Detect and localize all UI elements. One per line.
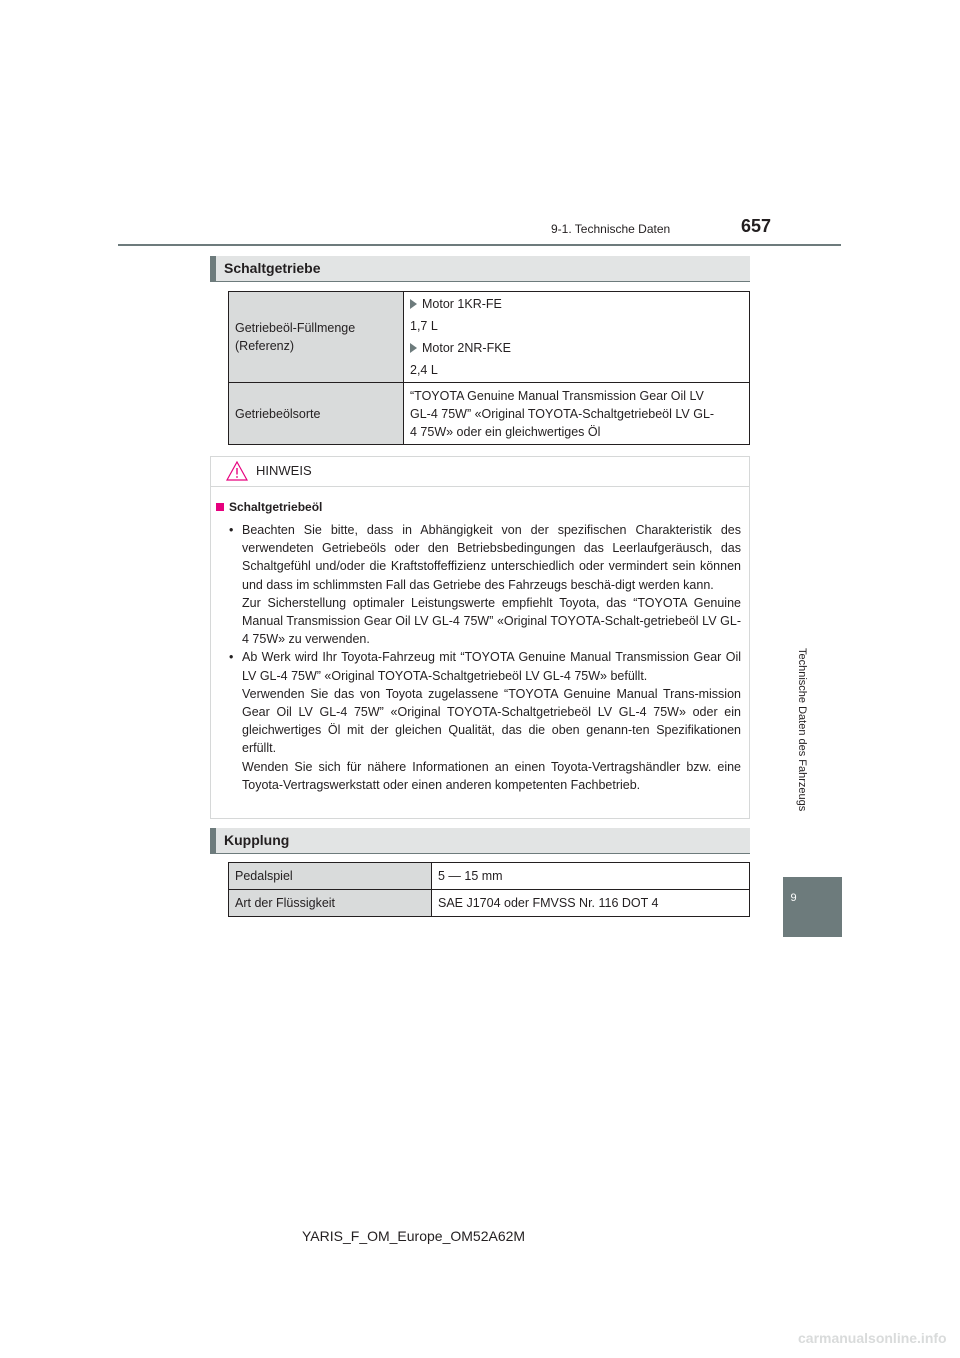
triangle-arrow-icon	[410, 343, 417, 353]
row-label: Getriebeöl-Füllmenge (Referenz)	[229, 292, 404, 383]
table-row	[229, 863, 750, 890]
side-tab-label: Technische Daten des Fahrzeugs	[796, 648, 808, 812]
triangle-arrow-icon	[410, 299, 417, 309]
table-row	[229, 292, 750, 383]
note-body	[227, 521, 741, 794]
side-tab	[783, 877, 842, 937]
row-label: Art der Flüssigkeit	[229, 890, 432, 917]
chapter-number: 9	[790, 892, 797, 904]
row-label: Pedalspiel	[229, 863, 432, 890]
table-row	[229, 383, 750, 445]
row-value: Motor 1KR-FE 1,7 L Motor 2NR-FKE 2,4 L	[404, 292, 750, 383]
note-header	[211, 457, 749, 487]
square-bullet-icon	[216, 503, 224, 511]
section-marker	[210, 828, 216, 853]
section-heading-kupplung	[210, 828, 750, 853]
watermark: carmanualsonline.info	[798, 1330, 947, 1346]
row-value: “TOYOTA Genuine Manual Transmission Gear Oil LV GL-4 75W” «Original TOYOTA-Schaltgetriebeöl LV GL- 4 75W» oder ein gleichwertiges Öl	[404, 383, 750, 445]
note-box	[210, 456, 750, 819]
section-title: Schaltgetriebe	[224, 260, 321, 276]
section-marker	[210, 256, 216, 281]
list-item: • Ab Werk wird Ihr Toyota-Fahrzeug mit “TOYOTA Genuine Manual Transmission Gear Oil LV GL-4 75W” «Original TOYOTA-Schaltgetriebeöl LV GL-4 75W» befüllt. Verwenden Sie das von Toyota zugelassene “TOYOTA Genuine Manual Trans-mission Gear Oil LV GL-4 75W” «Original TOYOTA-Schaltgetriebeöl LV GL-4 75W» oder ein gleichwertiges Öl mit der gleichen Qualität, das die oben genann-ten Spezifikationen erfüllt. Wenden Sie sich für nähere Informationen an einen Toyota-Vertragshändler bzw. eine Toyota-Vertragswerkstatt oder einen anderen kompetenten Fachbetrieb.	[229, 650, 741, 792]
footer-doc-code: YARIS_F_OM_Europe_OM52A62M	[302, 1228, 526, 1244]
row-value: SAE J1704 oder FMVSS Nr. 116 DOT 4	[432, 890, 750, 917]
schaltgetriebe-table	[228, 291, 750, 445]
row-label: Getriebeölsorte	[229, 383, 404, 445]
note-subtitle: Schaltgetriebeöl	[216, 500, 322, 514]
section-heading-schaltgetriebe	[210, 256, 750, 281]
warning-triangle-icon	[226, 461, 248, 481]
kupplung-table	[228, 862, 750, 917]
header-rule	[118, 244, 841, 246]
table-row	[229, 890, 750, 917]
note-title: HINWEIS	[256, 463, 312, 478]
page-number: 657	[741, 216, 772, 236]
header-section-title: 9-1. Technische Daten	[551, 222, 671, 236]
list-item: • Beachten Sie bitte, dass in Abhängigkeit von der spezifischen Charakteristik des verwendeten Getriebeöls oder den Betriebsbedingungen das Leerlaufgeräusch, das Schaltgefühl und/oder die Kraftstoffeffizienz unterschiedlich oder vermindert sein können und dass im schlimmsten Fall das Getriebe des Fahrzeugs beschä-digt werden kann. Zur Sicherstellung optimaler Leistungswerte empfiehlt Toyota, das “TOYOTA Genuine Manual Transmission Gear Oil LV GL-4 75W” «Original TOYOTA-Schalt-getriebeöl LV GL-4 75W» zu verwenden.	[229, 523, 741, 647]
section-title: Kupplung	[224, 832, 290, 848]
row-value: 5 — 15 mm	[432, 863, 750, 890]
